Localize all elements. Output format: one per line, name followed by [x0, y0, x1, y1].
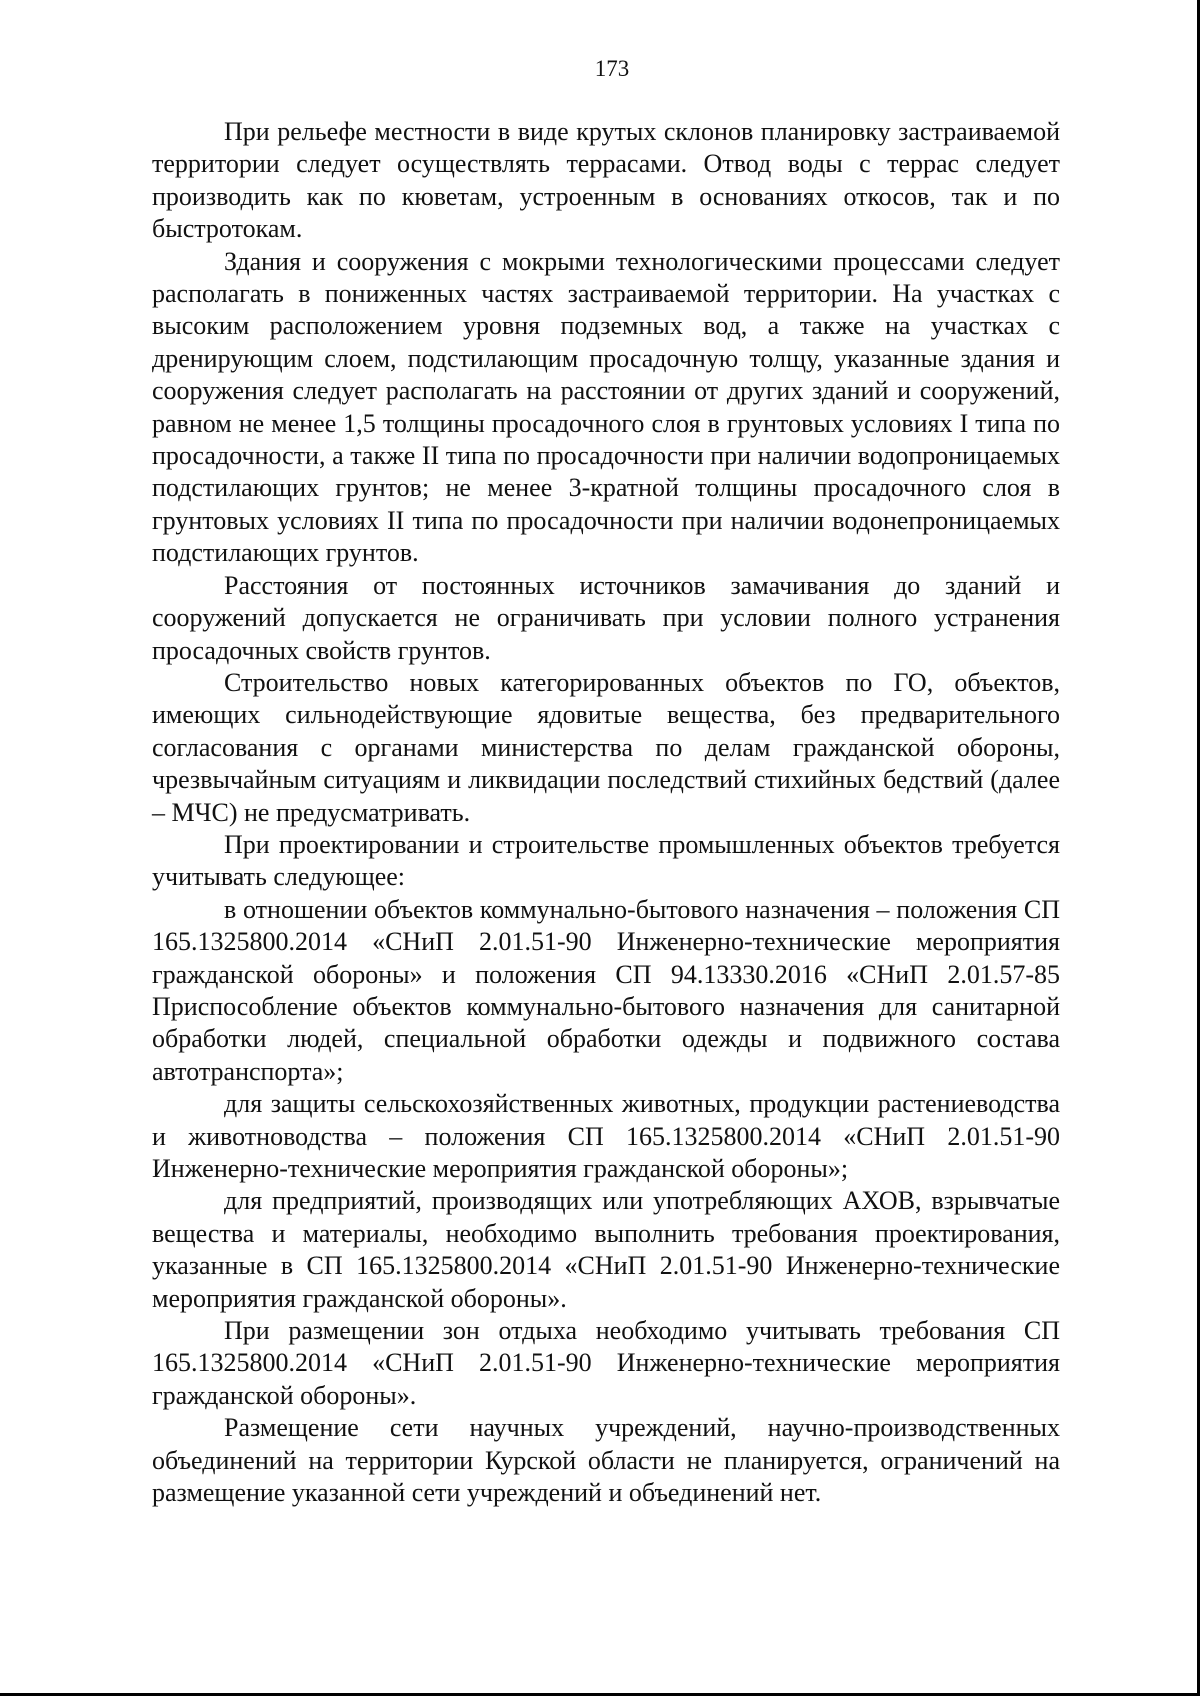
- paragraph-industrial-design-intro: При проектировании и строительстве промышленных объектов требуется учитывать следующее:: [152, 829, 1060, 892]
- paragraph-communal-facilities: в отношении объектов коммунально-бытового назначения – положения СП 165.1325800.2014 «СНиП 2.01.51-90 Инженерно-технические мероприятия гражданской обороны» и положения СП 94.13330.2016 «СНиП 2.01.57-85 Приспособление объектов коммунально-бытового назначения для санитарной обработки людей, специальной обработки одежды и подвижного состава автотранспорта»;: [152, 894, 1060, 1086]
- paragraph-scientific-institutions: Размещение сети научных учреждений, научно-производственных объединений на территории Курской области не планируется, ограничений на размещение указанной сети учреждений и объединений нет.: [152, 1413, 1060, 1508]
- paragraph-wet-process-buildings: Здания и сооружения с мокрыми технологическими процессами следует располагать в пониженных частях застраиваемой территории. На участках с высоким расположением уровня подземных вод, а также на участках с дренирующим слоем, подстилающим просадочную толщу, указанные здания и сооружения следует располагать на расстоянии от других зданий и сооружений, равном не менее 1,5 толщины просадочного слоя в грунтовых условиях I типа по просадочности, а также II типа по просадочности при наличии водопроницаемых подстилающих грунтов; не менее 3-кратной толщины просадочного слоя в грунтовых условиях II типа по просадочности при наличии водонепроницаемых подстилающих грунтов.: [152, 246, 1060, 568]
- document-body: [152, 116, 1060, 1509]
- paragraph-terrain-terraces: При рельефе местности в виде крутых склонов планировку застраиваемой территории следует осуществлять террасами. Отвод воды с террас следует производить как по кюветам, устроенным в основаниях откосов, так и по быстротокам.: [152, 117, 1060, 244]
- paragraph-hazardous-enterprises: для предприятий, производящих или употребляющих АХОВ, взрывчатые вещества и материалы, необходимо выполнить требования проектирования, указанные в СП 165.1325800.2014 «СНиП 2.01.51-90 Инженерно-технические мероприятия гражданской обороны».: [152, 1186, 1060, 1313]
- paragraph-wetting-sources-distance: Расстояния от постоянных источников замачивания до зданий и сооружений допускается не ограничивать при условии полного устранения просадочных свойств грунтов.: [152, 570, 1060, 665]
- page-number: 173: [594, 56, 630, 81]
- paragraph-civil-defense-approval: Строительство новых категорированных объектов по ГО, объектов, имеющих сильнодействующие ядовитые вещества, без предварительного согласования с органами министерства по делам гражданской обороны, чрезвычайным ситуациям и ликвидации последствий стихийных бедствий (далее – МЧС) не предусматривать.: [152, 667, 1060, 827]
- paragraph-animal-protection: для защиты сельскохозяйственных животных, продукции растениеводства и животноводства – положения СП 165.1325800.2014 «СНиП 2.01.51-90 Инженерно-технические мероприятия гражданской обороны»;: [152, 1089, 1060, 1183]
- paragraph-recreation-zones: При размещении зон отдыха необходимо учитывать требования СП 165.1325800.2014 «СНиП 2.01.51-90 Инженерно-технические мероприятия гражданской обороны».: [152, 1316, 1060, 1410]
